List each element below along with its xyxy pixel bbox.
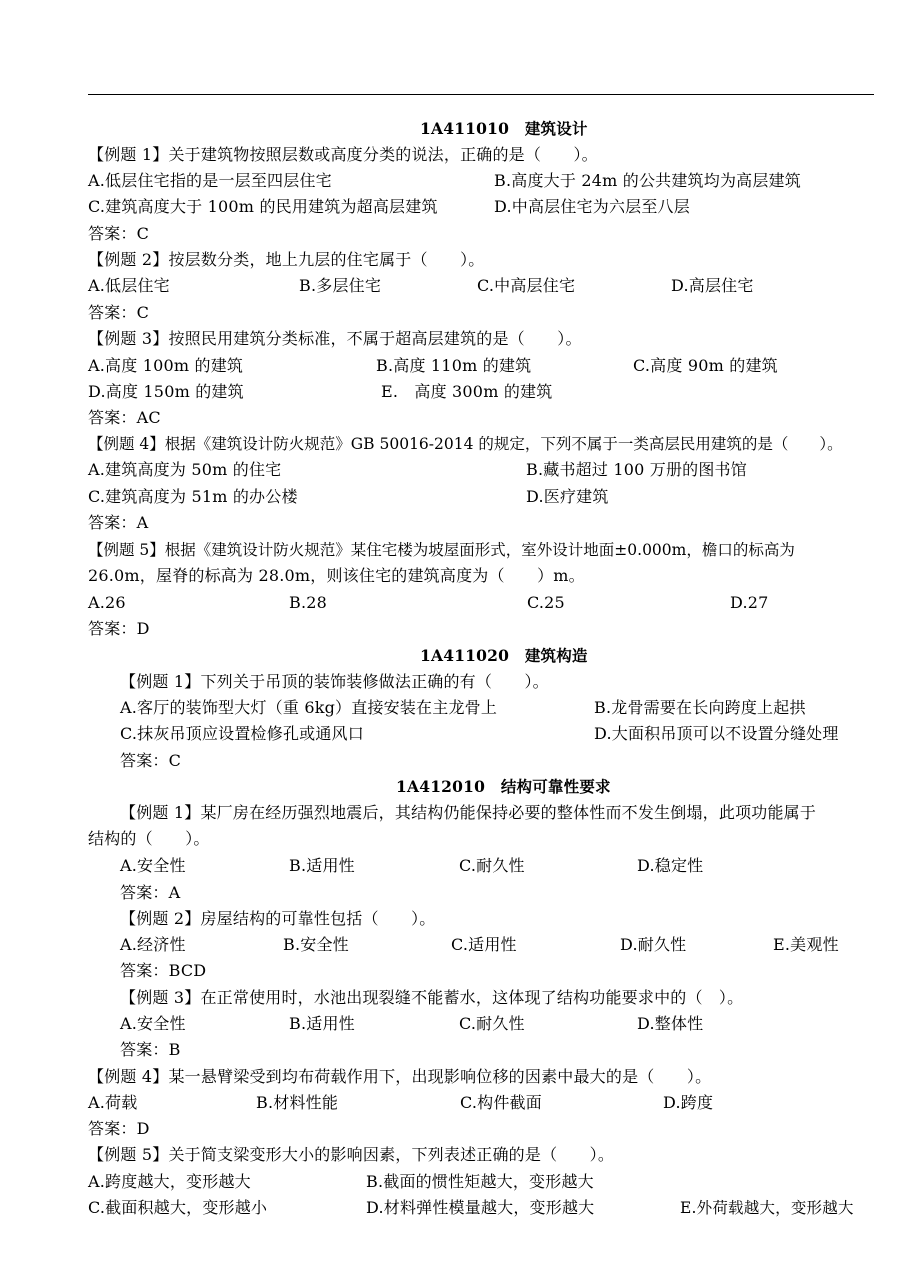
option: C.适用性 [451,935,517,954]
option: D.跨度 [663,1093,714,1112]
question-stem: 【例题 3】在正常使用时，水池出现裂缝不能蓄水，这体现了结构功能要求中的（ ）。 [120,988,744,1007]
question-stem: 【例题 4】根据《建筑设计防火规范》GB 50016-2014 的规定，下列不属于一类高层民用建筑的是（ ）。 [88,435,843,453]
option: A.26 [88,593,126,612]
option-row [88,590,888,616]
option: B.材料性能 [256,1093,339,1112]
option: A.跨度越大，变形越大 [88,1172,251,1191]
option: D.耐久性 [620,935,687,954]
option-row [88,1090,888,1116]
option-row [88,379,888,405]
option: A.低层住宅 [88,276,170,295]
option: D.中高层住宅为六层至八层 [494,197,690,216]
option: E. 高度 300m 的建筑 [381,382,553,401]
option: B.适用性 [289,856,355,875]
option: B.高度大于 24m 的公共建筑均为高层建筑 [494,171,801,190]
option-row [120,853,890,879]
option: C.构件截面 [460,1093,542,1112]
option: C.建筑高度大于 100m 的民用建筑为超高层建筑 [88,197,438,216]
option-row [120,1011,890,1037]
option: C.高度 90m 的建筑 [633,356,778,375]
option: C.中高层住宅 [477,276,576,295]
option: D.27 [730,593,769,612]
question-stem: 【例题 3】按照民用建筑分类标准，不属于超高层建筑的是（ ）。 [88,329,582,348]
answer: 答案：C [88,303,150,322]
section-title: 1A411010 建筑设计 [420,119,588,138]
option: B.多层住宅 [299,276,382,295]
question-stem: 结构的（ ）。 [88,829,210,848]
option: B.龙骨需要在长向跨度上起拱 [594,698,806,717]
question-stem: 【例题 5】关于简支梁变形大小的影响因素，下列表述正确的是（ ）。 [88,1145,615,1164]
option: C.耐久性 [459,856,525,875]
option-row [88,168,888,194]
option: B.28 [289,593,328,612]
option-row [88,273,888,299]
question-stem: 【例题 2】房屋结构的可靠性包括（ ）。 [120,909,436,928]
answer: 答案：D [88,619,150,638]
header-rule [88,94,874,95]
option: B.高度 110m 的建筑 [376,356,532,375]
option-row [88,1169,888,1195]
question-stem: 26.0m，屋脊的标高为 28.0m，则该住宅的建筑高度为（ ）m。 [88,566,585,585]
option: D.医疗建筑 [526,487,609,506]
option-row [120,695,890,721]
option-row [88,353,888,379]
option: D.材料弹性模量越大，变形越大 [366,1198,595,1217]
question-stem: 【例题 5】根据《建筑设计防火规范》某住宅楼为坡屋面形式，室外设计地面±0.000m，檐口的标高为 [88,541,795,559]
answer: 答案：AC [88,408,161,427]
question-stem: 【例题 4】某一悬臂梁受到均布荷载作用下，出现影响位移的因素中最大的是（ ）。 [88,1067,712,1086]
option: A.建筑高度为 50m 的住宅 [88,460,282,479]
option: C.截面积越大，变形越小 [88,1198,268,1217]
option: A.低层住宅指的是一层至四层住宅 [88,171,332,190]
option-row [120,932,890,958]
option: B.安全性 [283,935,349,954]
option: D.大面积吊顶可以不设置分缝处理 [594,724,839,743]
option: A.安全性 [120,856,186,875]
option: A.安全性 [120,1014,186,1033]
answer: 答案：A [88,513,149,532]
option: D.高层住宅 [671,276,754,295]
question-stem: 【例题 2】按层数分类，地上九层的住宅属于（ ）。 [88,250,485,269]
option: B.适用性 [289,1014,355,1033]
option: E.美观性 [773,935,839,954]
option: D.高度 150m 的建筑 [88,382,244,401]
answer: 答案：C [88,224,150,243]
question-stem: 【例题 1】关于建筑物按照层数或高度分类的说法，正确的是（ ）。 [88,145,598,164]
option: D.整体性 [637,1014,704,1033]
section-title: 1A411020 建筑构造 [420,646,588,665]
option: C.25 [527,593,565,612]
question-stem: 【例题 1】某厂房在经历强烈地震后，其结构仍能保持必要的整体性而不发生倒塌，此项功能属于 [120,803,817,822]
option: B.藏书超过 100 万册的图书馆 [526,460,747,479]
section-title: 1A412010 结构可靠性要求 [396,777,611,796]
option: C.耐久性 [459,1014,525,1033]
answer: 答案：C [120,751,182,770]
question-stem: 【例题 1】下列关于吊顶的装饰装修做法正确的有（ ）。 [120,672,549,691]
option-row [88,194,888,220]
answer: 答案：A [120,883,181,902]
option-row [88,1195,888,1221]
option: A.高度 100m 的建筑 [88,356,244,375]
answer: 答案：B [120,1040,181,1059]
option: E.外荷载越大，变形越大 [680,1199,854,1217]
option: C.建筑高度为 51m 的办公楼 [88,487,298,506]
option: A.经济性 [120,935,186,954]
answer: 答案：D [88,1119,150,1138]
option: C.抹灰吊顶应设置检修孔或通风口 [120,724,364,743]
option: A.客厅的装饰型大灯（重 6kg）直接安装在主龙骨上 [120,698,498,717]
option: A.荷载 [88,1093,138,1112]
option-row [88,457,888,483]
answer: 答案：BCD [120,961,207,980]
option: B.截面的惯性矩越大，变形越大 [366,1172,594,1191]
option: D.稳定性 [637,856,704,875]
option-row [88,484,888,510]
option-row [120,721,890,747]
